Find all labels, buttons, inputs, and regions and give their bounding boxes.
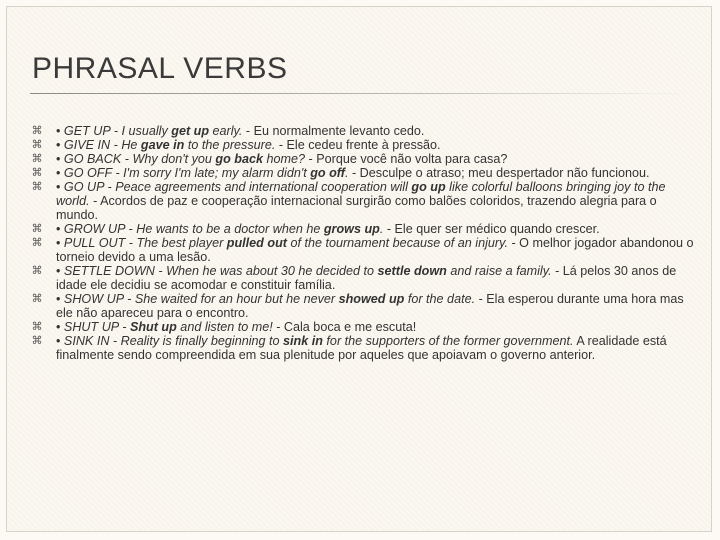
highlighted-verb: settle down — [377, 264, 447, 278]
item-prefix: • — [56, 292, 64, 306]
list-item — [30, 166, 700, 180]
translation: A realidade está finalmente sendo compreendida em sua plenitude por aqueles que apoiavam o governo anterior. — [56, 334, 667, 362]
highlighted-verb: showed up — [338, 292, 405, 306]
highlighted-verb: grows up — [323, 222, 380, 236]
list-item — [30, 264, 700, 292]
highlighted-verb: sink in — [283, 334, 323, 348]
list-item — [30, 152, 700, 166]
phrasal-verb-term: SHOW UP — [63, 292, 124, 306]
phrasal-verb-list — [30, 124, 700, 362]
x-mark-bullet-icon: ⌘ — [31, 265, 43, 277]
item-prefix: • — [56, 166, 64, 180]
item-prefix: • — [56, 222, 64, 236]
list-item — [30, 124, 700, 138]
example-text-end: and listen to me! — [176, 320, 273, 334]
slide-title: PHRASAL VERBS — [32, 52, 288, 85]
example-text: The best player — [136, 236, 227, 250]
item-prefix: • — [56, 138, 64, 152]
item-prefix: • — [56, 152, 64, 166]
example-text-end: home? — [263, 152, 306, 166]
term-separator: - — [123, 292, 135, 306]
phrasal-verb-term: GO OFF — [63, 166, 112, 180]
example-text: She waited for an hour but he never — [134, 292, 339, 306]
example-text: Reality is finally beginning to — [120, 334, 284, 348]
example-text-end: for the date. — [404, 292, 476, 306]
term-separator: - — [121, 152, 133, 166]
term-separator: - — [125, 222, 137, 236]
term-separator: - — [118, 320, 130, 334]
example-text-end: early. — [209, 124, 243, 138]
example-text: When he was about 30 he decided to — [166, 264, 378, 278]
highlighted-verb: get up — [171, 124, 210, 138]
phrasal-verb-term: SETTLE DOWN — [63, 264, 155, 278]
phrasal-verb-term: PULL OUT — [63, 236, 126, 250]
example-text: Why don't you — [132, 152, 216, 166]
example-text: I usually — [121, 124, 172, 138]
highlighted-verb: pulled out — [226, 236, 287, 250]
translation: - Ele quer ser médico quando crescer. — [383, 222, 600, 236]
x-mark-bullet-icon: ⌘ — [31, 321, 43, 333]
translation: - Lá pelos 30 anos de idade ele decidiu se acomodar e constituir família. — [56, 264, 677, 292]
example-text-end: for the supporters of the former government. — [322, 334, 574, 348]
example-text-end: to the pressure. — [184, 138, 276, 152]
list-item — [30, 222, 700, 236]
phrasal-verb-term: GO UP — [63, 180, 105, 194]
example-text: He — [121, 138, 141, 152]
example-text: He wants to be a doctor when he — [136, 222, 324, 236]
title-underline — [30, 93, 690, 94]
translation: - Desculpe o atraso; meu despertador não funcionou. — [348, 166, 650, 180]
example-text-end: of the tournament because of an injury. — [286, 236, 508, 250]
translation: - Ela esperou durante uma hora mas ele não apareceu para o encontro. — [56, 292, 684, 320]
x-mark-bullet-icon: ⌘ — [31, 335, 43, 347]
x-mark-bullet-icon: ⌘ — [31, 139, 43, 151]
item-prefix: • — [56, 124, 64, 138]
list-item — [30, 180, 700, 222]
term-separator: - — [125, 236, 137, 250]
highlighted-verb: Shut up — [129, 320, 177, 334]
phrasal-verb-term: SINK IN — [63, 334, 110, 348]
item-prefix: • — [56, 236, 64, 250]
highlighted-verb: go off — [310, 166, 345, 180]
highlighted-verb: go up — [411, 180, 446, 194]
item-prefix: • — [56, 180, 64, 194]
list-item — [30, 320, 700, 334]
example-text-end: like colorful balloons bringing joy to the world. — [56, 180, 666, 208]
x-mark-bullet-icon: ⌘ — [31, 237, 43, 249]
item-prefix: • — [56, 264, 64, 278]
example-text-end: . — [344, 166, 349, 180]
term-separator: - — [110, 124, 122, 138]
item-prefix: • — [56, 334, 64, 348]
term-separator: - — [111, 166, 124, 180]
highlighted-verb: go back — [215, 152, 264, 166]
x-mark-bullet-icon: ⌘ — [31, 125, 43, 137]
term-separator: - — [110, 138, 122, 152]
phrasal-verb-term: GROW UP — [63, 222, 126, 236]
list-item — [30, 236, 700, 264]
phrasal-verb-term: GO BACK — [63, 152, 122, 166]
translation: - O melhor jogador abandonou o torneio devido a uma lesão. — [56, 236, 694, 264]
phrasal-verb-term: GET UP — [63, 124, 111, 138]
x-mark-bullet-icon: ⌘ — [31, 167, 43, 179]
example-text: I'm sorry I'm late; my alarm didn't — [123, 166, 311, 180]
list-item — [30, 292, 700, 320]
example-text: Peace agreements and international cooperation will — [115, 180, 412, 194]
list-item — [30, 138, 700, 152]
x-mark-bullet-icon: ⌘ — [31, 153, 43, 165]
phrasal-verb-term: GIVE IN — [63, 138, 111, 152]
list-item — [30, 334, 700, 362]
example-text-end: . — [379, 222, 384, 236]
translation: - Porque você não volta para casa? — [305, 152, 508, 166]
translation: - Ele cedeu frente à pressão. — [275, 138, 441, 152]
term-separator: - — [154, 264, 167, 278]
highlighted-verb: gave in — [140, 138, 185, 152]
term-separator: - — [109, 334, 121, 348]
x-mark-bullet-icon: ⌘ — [31, 223, 43, 235]
phrasal-verb-term: SHUT UP — [63, 320, 119, 334]
example-text-end: and raise a family. — [446, 264, 552, 278]
x-mark-bullet-icon: ⌘ — [31, 181, 43, 193]
item-prefix: • — [56, 320, 64, 334]
translation: - Cala boca e me escuta! — [272, 320, 417, 334]
translation: - Eu normalmente levanto cedo. — [242, 124, 425, 138]
term-separator: - — [104, 180, 116, 194]
x-mark-bullet-icon: ⌘ — [31, 293, 43, 305]
translation: - Acordos de paz e cooperação internacional surgirão como balões coloridos, trazendo alegria para o mundo. — [56, 194, 657, 222]
